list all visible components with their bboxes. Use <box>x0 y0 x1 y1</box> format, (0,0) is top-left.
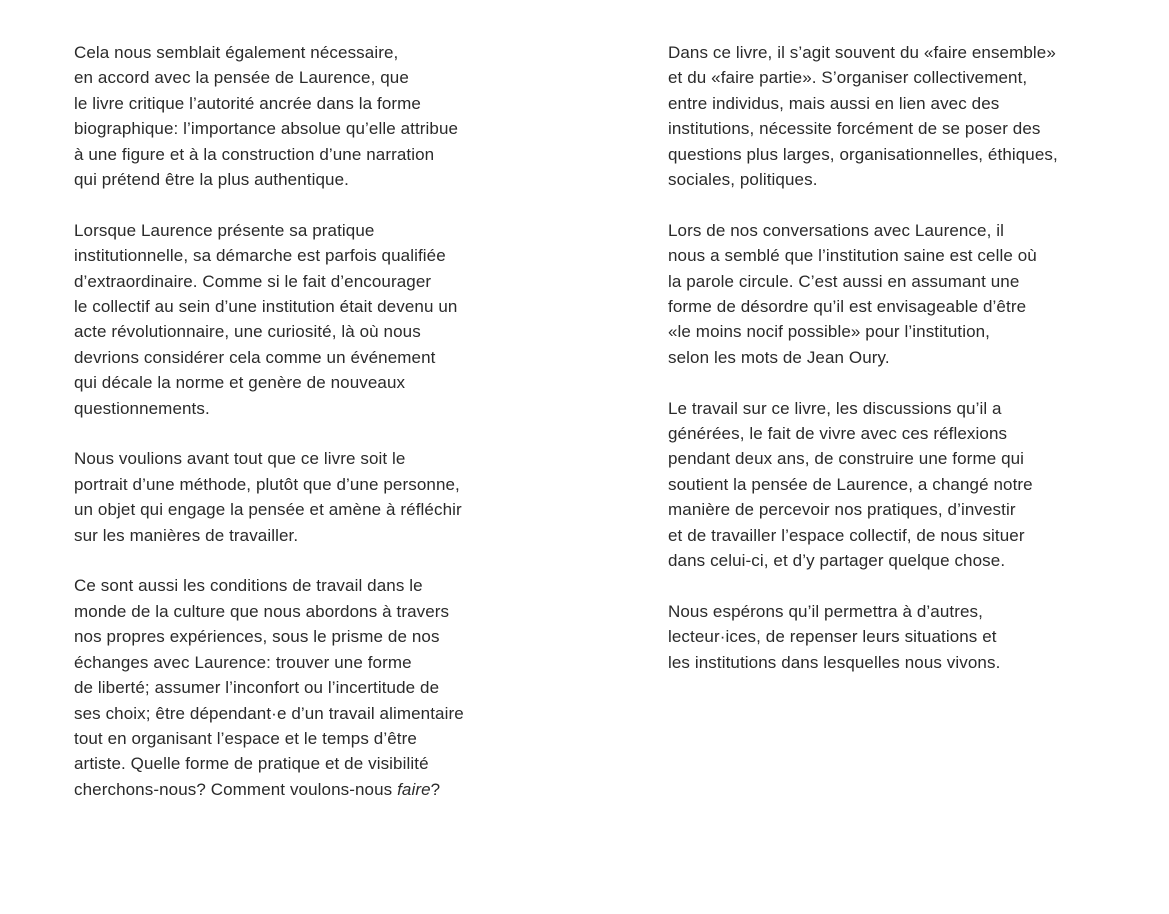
text-line-with-emphasis <box>74 777 544 802</box>
text-line: Dans ce livre, il s’agit souvent du «faire ensemble» <box>668 43 1056 62</box>
text-line: qui prétend être la plus authentique. <box>74 170 349 190</box>
text-line: Cela nous semblait également nécessaire, <box>74 43 399 62</box>
text-line: le collectif au sein d’une institution était devenu un <box>74 297 458 317</box>
text-line: les institutions dans lesquelles nous vivons. <box>668 652 1001 672</box>
text-line: manière de percevoir nos pratiques, d’investir <box>668 500 1016 520</box>
text-line: questions plus larges, organisationnelles, éthiques, <box>668 144 1058 164</box>
left-paragraph-2 <box>74 218 544 421</box>
text-line: et du «faire partie». S’organiser collectivement, <box>668 68 1028 88</box>
text-line: institutionnelle, sa démarche est parfois qualifiée <box>74 246 446 266</box>
text-line: institutions, nécessite forcément de se poser des <box>668 119 1041 139</box>
text-line: sur les manières de travailler. <box>74 525 299 545</box>
text-line: d’extraordinaire. Comme si le fait d’encourager <box>74 271 432 291</box>
text-line: selon les mots de Jean Oury. <box>668 347 890 367</box>
right-column <box>668 40 1138 701</box>
emphasized-word: faire <box>397 779 431 799</box>
text-line: acte révolutionnaire, une curiosité, là où nous <box>74 322 421 342</box>
text-line: qui décale la norme et genère de nouveaux <box>74 373 406 393</box>
text-line: artiste. Quelle forme de pratique et de visibilité <box>74 754 429 774</box>
left-paragraph-1 <box>74 40 544 192</box>
text-line: soutient la pensée de Laurence, a changé notre <box>668 474 1033 494</box>
right-paragraph-1 <box>668 40 1138 192</box>
right-paragraph-4 <box>668 599 1138 675</box>
text-line: questionnements. <box>74 398 210 418</box>
text-line: biographique: l’importance absolue qu’elle attribue <box>74 119 459 139</box>
left-column <box>74 40 544 828</box>
text-fragment: ? <box>430 779 441 799</box>
text-line: le livre critique l’autorité ancrée dans la forme <box>74 93 421 113</box>
text-line: la parole circule. C’est aussi en assumant une <box>668 271 1020 291</box>
text-line: Le travail sur ce livre, les discussions qu’il a <box>668 398 1002 418</box>
text-line: tout en organisant l’espace et le temps d’être <box>74 728 417 748</box>
text-line: forme de désordre qu’il est envisageable d’être <box>668 297 1027 317</box>
text-line: de liberté; assumer l’inconfort ou l’incertitude de <box>74 678 440 698</box>
left-paragraph-3 <box>74 446 544 548</box>
text-line: dans celui-ci, et d’y partager quelque chose. <box>668 551 1006 571</box>
text-line: Lors de nos conversations avec Laurence, il <box>668 220 1004 240</box>
text-line: générées, le fait de vivre avec ces réflexions <box>668 424 1008 444</box>
text-line: Nous voulions avant tout que ce livre soit le <box>74 449 406 469</box>
text-line: nos propres expériences, sous le prisme de nos <box>74 627 440 647</box>
text-line: devrions considérer cela comme un événement <box>74 347 436 367</box>
text-line: nous a semblé que l’institution saine est celle où <box>668 246 1037 266</box>
text-line: et de travailler l’espace collectif, de nous situer <box>668 525 1025 545</box>
text-line: pendant deux ans, de construire une forme qui <box>668 449 1025 469</box>
text-line: entre individus, mais aussi en lien avec des <box>668 93 1000 113</box>
right-paragraph-2 <box>668 218 1138 370</box>
text-line: en accord avec la pensée de Laurence, que <box>74 68 409 88</box>
text-line: «le moins nocif possible» pour l’institution, <box>668 322 991 342</box>
right-paragraph-3 <box>668 396 1138 574</box>
text-line: Ce sont aussi les conditions de travail dans le <box>74 576 423 596</box>
text-line: ses choix; être dépendant·e d’un travail alimentaire <box>74 703 464 723</box>
left-paragraph-4 <box>74 573 544 802</box>
text-line: à une figure et à la construction d’une narration <box>74 144 435 164</box>
text-line: portrait d’une méthode, plutôt que d’une personne, <box>74 474 460 494</box>
text-line: sociales, politiques. <box>668 170 818 190</box>
text-line: monde de la culture que nous abordons à travers <box>74 601 450 621</box>
text-line: Nous espérons qu’il permettra à d’autres, <box>668 601 983 621</box>
text-fragment: cherchons-nous? Comment voulons-nous <box>74 779 398 799</box>
text-line: échanges avec Laurence: trouver une forme <box>74 652 412 672</box>
text-line: lecteur·ices, de repenser leurs situations et <box>668 627 997 647</box>
text-line: un objet qui engage la pensée et amène à réfléchir <box>74 500 462 520</box>
text-line: Lorsque Laurence présente sa pratique <box>74 220 375 240</box>
